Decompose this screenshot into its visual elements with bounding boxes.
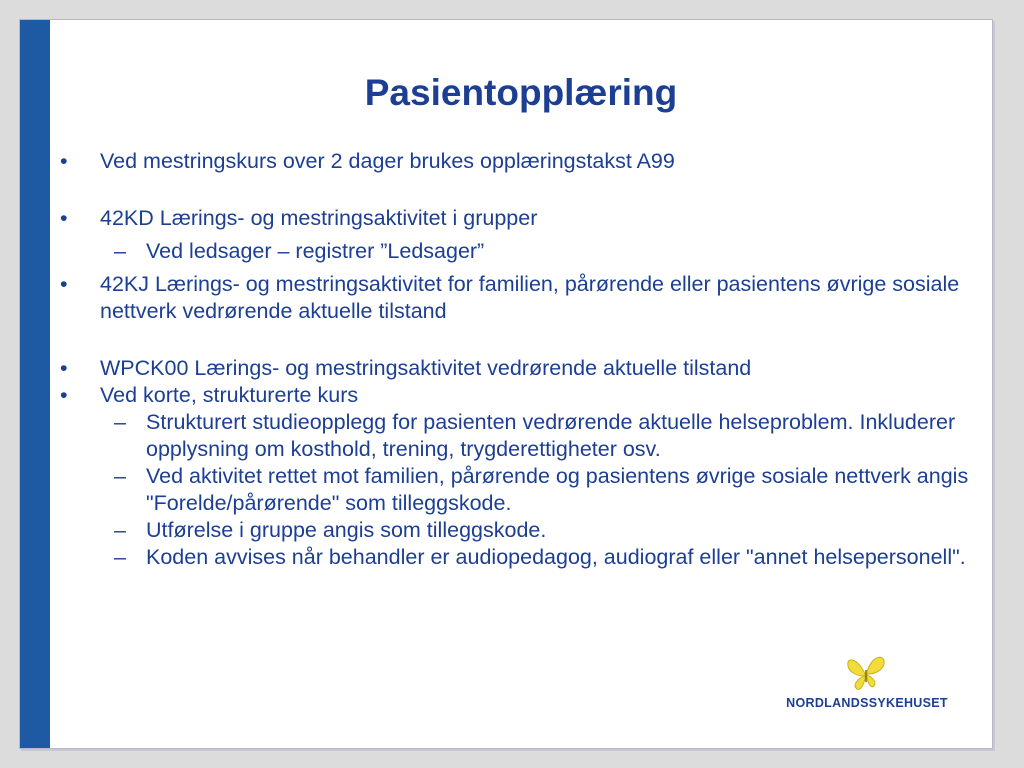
slide [20, 20, 992, 748]
sub-marker: – [114, 518, 126, 542]
side-bar [20, 20, 50, 748]
slide-title: Pasientopplæring [364, 72, 678, 113]
list-item [58, 382, 978, 409]
bullet-list [58, 148, 978, 571]
sub-marker: – [114, 410, 126, 434]
butterfly-icon [844, 652, 888, 692]
sub-list-item [58, 463, 978, 517]
list-item [58, 205, 978, 232]
sub-marker: – [114, 464, 126, 488]
bullet-marker: • [60, 149, 68, 173]
bullet-marker: • [60, 206, 68, 230]
sub-list-item [58, 409, 978, 463]
sub-marker: – [114, 545, 126, 569]
list-item-text: Ved aktivitet rettet mot familien, pårørende og pasientens øvrige sosiale nettverk angis "Forelde/pårørende" som tilleggskode. [146, 464, 969, 515]
bullet-marker: • [60, 272, 68, 296]
list-item-text: Utførelse i gruppe angis som tilleggskode. [146, 518, 547, 542]
list-item-text: Koden avvises når behandler er audiopedagog, audiograf eller "annet helsepersonell". [146, 545, 966, 569]
list-item-text: WPCK00 Lærings- og mestringsaktivitet vedrørende aktuelle tilstand [100, 356, 752, 380]
list-item-text: Ved mestringskurs over 2 dager brukes opplæringstakst A99 [100, 149, 675, 173]
list-item [58, 355, 978, 382]
sub-list-item [58, 517, 978, 544]
sub-list-item [58, 238, 978, 265]
logo-text: NORDLANDSSYKEHUSET [786, 696, 948, 710]
list-item-text: Strukturert studieopplegg for pasienten vedrørende aktuelle helseproblem. Inkluderer opplysning om kosthold, trening, trygderettigheter osv. [146, 410, 956, 461]
list-item-text: 42KD Lærings- og mestringsaktivitet i grupper [100, 206, 538, 230]
bullet-marker: • [60, 356, 68, 380]
list-item-text: 42KJ Lærings- og mestringsaktivitet for familien, pårørende eller pasientens øvrige sosiale nettverk vedrørende aktuelle tilstand [100, 272, 960, 323]
list-item [58, 271, 978, 325]
sub-list-item [58, 544, 978, 571]
bullet-marker: • [60, 383, 68, 407]
list-item-text: Ved ledsager – registrer ”Ledsager” [146, 239, 485, 263]
nordlandssykehuset-logo [782, 652, 952, 722]
list-item-text: Ved korte, strukturerte kurs [100, 383, 359, 407]
sub-marker: – [114, 239, 126, 263]
list-item [58, 148, 978, 175]
